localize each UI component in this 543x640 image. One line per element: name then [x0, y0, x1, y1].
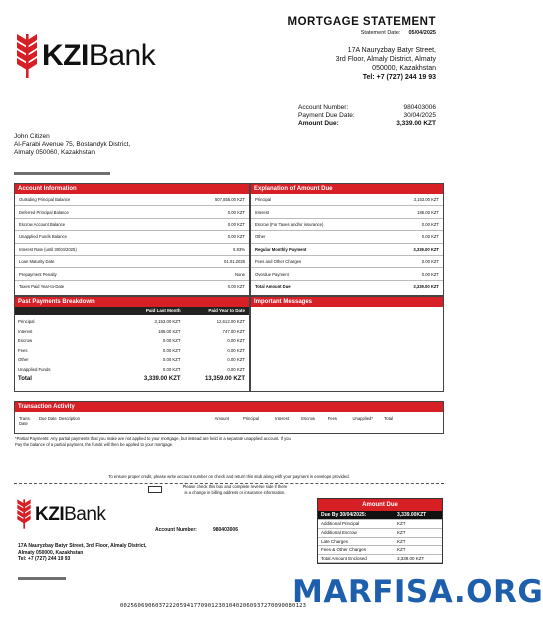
amount-due-row: [251, 194, 443, 206]
past-payments-cell: 0.00 KZT: [162, 347, 181, 353]
amount-due-title: Explanation of Amount Due: [251, 184, 443, 194]
past-payments-cell: 12,612.00 KZT: [216, 319, 245, 324]
past-payments-cell: 0.00 KZT: [227, 347, 245, 353]
amount-due-row: [251, 219, 443, 231]
transaction-activity-panel: [14, 401, 444, 434]
account-info-value: 5.93%: [233, 246, 245, 252]
stub-amount-due-row: [318, 546, 442, 555]
past-payments-cell: 0.00 KZT: [227, 366, 245, 372]
address-change-note: Please check this box and complete reverse side if there is a change in billing address or insurance information.: [182, 484, 288, 495]
account-info-label: Interest Rate (until 30/04/2025): [19, 246, 77, 252]
partial-payments-note: *Partial Payments: Any partial payments that you make are not applied to your mortgage, but instead are held in a separate unapplied account. If you Pay the balance of a partial payment, the funds will then be applied to your mortgage.: [15, 436, 291, 447]
account-info-row: [15, 206, 249, 218]
amount-due-row: [251, 256, 443, 268]
stub-amount-due-value[interactable]: KZT: [397, 538, 406, 544]
bank-address: 17A Nauryzbay Batyr Street, 3rd Floor, Almaly District, Almaty 050000, Kazakhstan Tel: +7 (727) 244 19 93: [335, 47, 436, 81]
amount-due-value: 3,339.00 KZT: [413, 284, 439, 290]
transaction-column-header: Unapplied*: [352, 416, 373, 421]
account-info-value: 0.00 KZT: [227, 284, 245, 290]
past-payments-cell: 0.00 KZT: [162, 366, 181, 372]
account-info-row: [15, 281, 249, 293]
account-info-row: [15, 244, 249, 256]
past-payments-cell: Total: [18, 376, 32, 382]
past-payments-row: [15, 355, 249, 365]
account-info-row: [15, 268, 249, 280]
stub-amount-due-row: [318, 529, 442, 538]
past-payments-row: [15, 327, 249, 337]
amount-due-label: Overdue Payment: [255, 271, 289, 277]
amount-due-label: Regular Monthly Payment: [255, 246, 307, 252]
stub-amount-due-row: [318, 520, 442, 529]
past-payments-row: [15, 317, 249, 327]
amount-due-row: [251, 244, 443, 256]
amount-due-label: Interest: [255, 209, 269, 215]
statement-title: MORTGAGE STATEMENT: [287, 16, 436, 28]
customer-address: John Citizen Al-Farabi Avenue 75, Bostandyk District, Almaty 050060, Kazakhstan: [14, 133, 131, 156]
amount-due-label: Escrow (For Taxes and/or insurance): [255, 221, 324, 227]
past-payments-row: [15, 336, 249, 346]
account-info-label: Unapplied Funds Balance: [19, 234, 67, 240]
past-payments-cell: 0.00 KZT: [227, 338, 245, 343]
past-payments-title: Past Payments Breakdown: [15, 297, 249, 307]
past-payments-row: [15, 346, 249, 356]
stub-bank-address: 17A Nauryzbay Batyr Street, 3rd Floor, Almaly District, Almaty 050000, Kazakhstan Tel: +7 (727) 244 19 93: [18, 543, 147, 562]
amount-due-value: 3,339.00 KZT: [413, 246, 439, 252]
stub-amount-due-row: [318, 538, 442, 547]
account-summary: Account Number: 980403006 Payment Due Date: 30/04/2025 Amount Due: 3,339.00 KZT: [298, 104, 436, 127]
amount-due-value: 0.00 KZT: [421, 221, 439, 227]
account-info-label: Outsiding Principal Balance: [19, 197, 71, 203]
transaction-column-header: Fees: [327, 416, 337, 421]
transaction-columns: [15, 412, 443, 426]
account-info-row: [15, 256, 249, 268]
account-info-label: Taxes Paid Year-to-Date: [19, 284, 65, 290]
amount-due-value: 0.00 KZT: [421, 234, 439, 240]
account-info-value: 01.01.2025: [224, 259, 245, 265]
amount-due-row: [251, 268, 443, 280]
past-payments-cell: 186.00 KZT: [158, 328, 181, 334]
amount-due-row: [251, 206, 443, 218]
past-payments-cell: Unapplied Funds: [18, 366, 51, 372]
bank-wordmark: KZIBank: [42, 39, 156, 72]
past-payments-row: [15, 365, 249, 375]
past-payments-cell: 747.00 KZT: [222, 328, 245, 334]
important-messages-title: Important Messages: [251, 297, 443, 307]
micr-line: 00256069060372220594177090123010402060937270090080123: [120, 603, 307, 609]
transaction-activity-title: Transaction Activity: [15, 402, 443, 412]
stub-amount-due-value[interactable]: KZT: [397, 529, 406, 535]
wheat-logo-icon: [14, 32, 40, 80]
stub-amount-due-label: Late Charges: [321, 538, 349, 544]
amount-due-value: 0.00 KZT: [421, 271, 439, 277]
amount-due-value: 0.00 KZT: [421, 259, 439, 265]
amount-due-label: Principal: [255, 197, 272, 203]
account-info-label: Escrow Account Balance: [19, 221, 66, 227]
stub-amount-due-label: Additional Principal: [321, 521, 360, 527]
stub-wheat-logo-icon: [15, 498, 33, 530]
stub-amount-due-row: [318, 511, 442, 520]
amount-due-label: Total Amount Due: [255, 284, 291, 290]
past-payments-cell: 3,339.00 KZT: [143, 376, 181, 382]
account-info-title: Account Information: [15, 184, 249, 194]
amount-due-row: [251, 281, 443, 293]
amount-due-value: 3,153.00 KZT: [413, 197, 439, 203]
past-payments-cell: Fees: [18, 347, 28, 353]
transaction-column-header: Amount: [214, 416, 229, 421]
transaction-column-header: Principal: [242, 416, 259, 421]
amount-due-label: Other: [255, 234, 266, 240]
account-info-value: 0.00 KZT: [227, 221, 245, 227]
past-payments-panel: [14, 296, 250, 392]
statement-date: Statement Date: 05/04/2025: [360, 30, 436, 36]
bank-logo: [14, 30, 155, 82]
account-info-panel: [14, 183, 250, 296]
transaction-column-header: Total: [384, 416, 393, 421]
stub-amount-due-value[interactable]: KZT: [397, 547, 406, 553]
past-payments-cell: Other: [18, 357, 29, 362]
amount-due-label: Fees and Other Charges: [255, 259, 302, 265]
past-payments-cell: Principal: [18, 319, 35, 324]
stub-bank-wordmark: KZIBank: [35, 503, 106, 525]
transaction-column-header: Due Date: [39, 416, 57, 421]
amount-due-row: [251, 231, 443, 243]
stub-account-number: Account Number: 980403006: [155, 527, 238, 533]
account-info-label: Loan Maturity Date: [19, 259, 55, 265]
barcode-redaction: [14, 162, 110, 180]
past-payments-cell: 13,359.00 KZT: [204, 376, 245, 382]
amount-due-value: 186.00 KZT: [417, 209, 439, 215]
past-payments-cell: Escrow: [18, 338, 33, 343]
past-payments-total-row: [15, 374, 249, 385]
stub-amount-due-label: Fees & Other Charges: [321, 547, 367, 553]
stub-redaction: [18, 567, 66, 585]
account-info-label: Deferred Principal Balance: [19, 209, 69, 215]
account-info-value: None: [234, 271, 245, 277]
stub-bank-logo: [15, 497, 105, 531]
account-info-value: 507,855.00 KZT: [214, 197, 245, 203]
watermark: MARFISA.ORG: [292, 574, 543, 610]
transaction-column-header: Trans. Date: [19, 416, 31, 426]
stub-amount-due-box: [317, 498, 443, 564]
past-payments-cell: 0.00 KZT: [227, 357, 245, 362]
stub-amount-due-value: 3,339.00KZT: [397, 512, 427, 518]
account-info-row: [15, 194, 249, 206]
account-info-value: 0.00 KZT: [227, 234, 245, 240]
stub-amount-due-label: Total Amount Enclosed: [321, 555, 367, 561]
past-payments-cell: 0.00 KZT: [162, 357, 181, 362]
stub-amount-due-label: Due By 30/04/2025:: [321, 512, 367, 518]
account-info-value: 0.00 KZT: [227, 209, 245, 215]
stub-amount-due-label: Additional Escrow: [321, 529, 357, 535]
stub-amount-due-row: [318, 555, 442, 564]
transaction-column-header: Interest: [275, 416, 289, 421]
stub-amount-due-value[interactable]: KZT: [397, 521, 406, 527]
past-payments-cell: Interest: [18, 328, 33, 334]
account-info-label: Prepayment Penalty: [19, 271, 57, 277]
stub-amount-due-value: 3,339.00 KZT: [397, 555, 425, 561]
past-payments-header: Paid Last Month Paid Year to Date: [15, 307, 249, 315]
transaction-column-header: Description: [59, 416, 80, 421]
account-info-row: [15, 219, 249, 231]
transaction-column-header: Escrow: [301, 416, 315, 421]
amount-due-panel: [250, 183, 444, 296]
past-payments-cell: 3,153.00 KZT: [154, 319, 181, 324]
credit-instructions: To ensure proper credit, please write account number on check and return this stub along with your payment in envelope provided.: [108, 474, 350, 479]
stub-amount-due-title: Amount Due: [318, 499, 442, 511]
account-info-row: [15, 231, 249, 243]
past-payments-cell: 0.00 KZT: [162, 338, 181, 343]
important-messages-panel: [250, 296, 444, 392]
